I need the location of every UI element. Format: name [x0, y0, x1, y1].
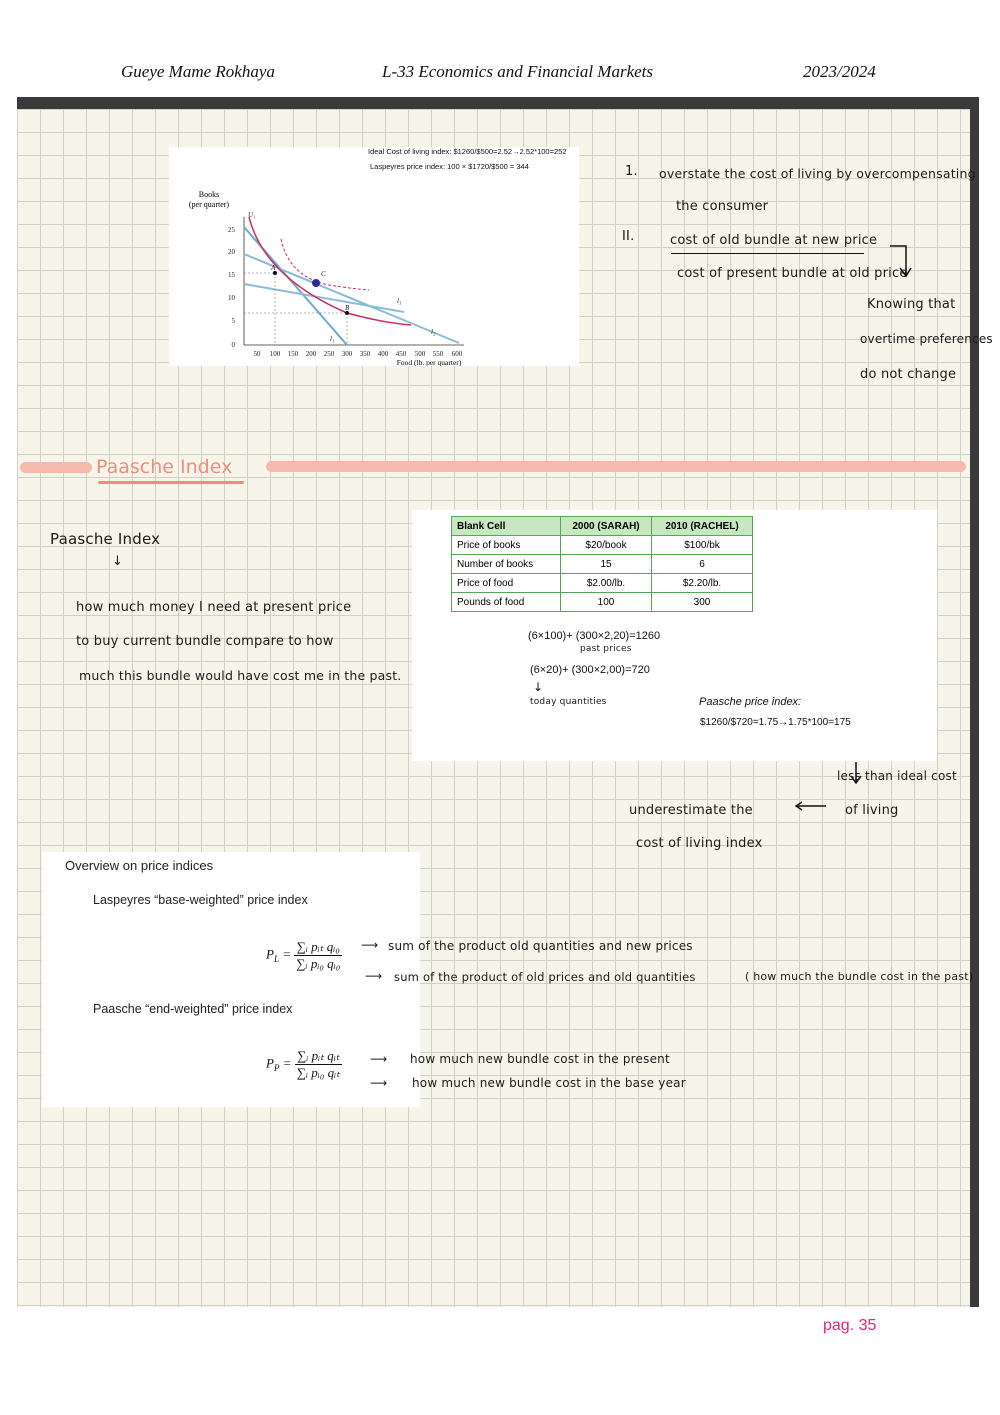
pl-note-denominator: sum of the product of old prices and old quantities [394, 970, 696, 984]
header-author: Gueye Mame Rokhaya [121, 62, 275, 81]
section-band-left [20, 462, 92, 473]
right-dark-bar [970, 97, 979, 1307]
left-arrow-icon [794, 800, 828, 812]
ytick: 5 [231, 317, 235, 325]
note-today-quantities: today quantities [530, 697, 607, 707]
note-overtime-preferences: overtime preferences [860, 332, 993, 346]
formula-sub: L [273, 954, 279, 965]
xtick: 100 [269, 350, 281, 358]
paasche-index-value: $1260/$720=1.75→1.75*100=175 [700, 717, 851, 728]
table-header: 2010 (RACHEL) [652, 517, 753, 536]
table-cell: $100/bk [652, 536, 753, 555]
table-cell: Price of books [452, 536, 561, 555]
indifference-graph [169, 147, 579, 366]
ytick: 20 [228, 248, 235, 256]
right-arrow-icon: ⟶ [365, 969, 383, 983]
table-cell: Pounds of food [452, 593, 561, 612]
label-l1: l₁ [330, 335, 335, 343]
price-table [451, 516, 753, 612]
table-cell: 100 [561, 593, 652, 612]
paasche-note-arrow: ↓ [112, 554, 124, 569]
section-title: Paasche Index [96, 456, 233, 478]
note-cost-of-living-index: cost of living index [636, 836, 763, 851]
formula-sub: P [273, 1063, 280, 1074]
calc-line-1: (6×100)+ (300×2,20)=1260 [528, 630, 661, 642]
note-num-1: 1. [625, 164, 638, 179]
section-band-right [266, 461, 966, 472]
table-header: Blank Cell [452, 517, 561, 536]
paasche-index-label: Paasche price index: [699, 696, 802, 708]
ytick: 10 [228, 294, 235, 302]
note-of-living: of living [845, 803, 899, 818]
table-cell: 6 [652, 555, 753, 574]
label-a: A [271, 264, 276, 272]
graph-ylabel-sub: (per quarter) [188, 200, 230, 209]
paasche-note-line2: to buy current bundle compare to how [76, 634, 334, 649]
calc-line-2: (6×20)+ (300×2,00)=720 [530, 664, 650, 676]
table-cell: 300 [652, 593, 753, 612]
graph-xlabel: Food (lb. per quarter) [396, 358, 462, 366]
table-cell: $2.00/lb. [561, 574, 652, 593]
header-year: 2023/2024 [803, 62, 876, 81]
formula-lhs: P [266, 1055, 274, 1071]
table-cell: $2.20/lb. [652, 574, 753, 593]
top-dark-bar [17, 97, 979, 109]
xtick: 400 [377, 350, 389, 358]
budget-line-l3 [244, 284, 404, 312]
pl-note-past: ( how much the bundle cost in the past) [745, 970, 974, 983]
pp-note-numerator: how much new bundle cost in the present [410, 1052, 670, 1066]
table-header-row [452, 517, 753, 536]
down-arrow-icon [888, 243, 912, 281]
formula-fraction [294, 939, 342, 972]
note-fraction-denominator: cost of present bundle at old price [677, 266, 908, 281]
table-header: 2000 (SARAH) [561, 517, 652, 536]
table-cell: Number of books [452, 555, 561, 574]
xtick: 150 [287, 350, 299, 358]
ideal-index-line: Ideal Cost of living index: $1260/$500=2.52→2.52*100=252 [368, 147, 567, 156]
overview-card [42, 852, 420, 1107]
note-do-not-change: do not change [860, 367, 957, 382]
label-l3: l₃ [397, 297, 402, 305]
formula-numerator: ∑ᵢ pᵢₜ qᵢ₀ [294, 939, 342, 956]
point-c [312, 279, 320, 287]
table-row [452, 555, 753, 574]
laspeyres-formula: $P_L$ = $\frac{\text{∑ᵢ pᵢₜ qᵢ₀}}{\text{∑ᵢ pᵢ₀ qᵢ₀}}$ [266, 939, 341, 971]
ytick: 15 [228, 271, 235, 279]
formula-denominator: ∑ᵢ pᵢ₀ qᵢ₀ [296, 956, 341, 971]
table-cell: 15 [561, 555, 652, 574]
ytick: 0 [231, 341, 235, 349]
formula-numerator: ∑ᵢ pᵢₜ qᵢₜ [295, 1048, 342, 1065]
note-knowing-that: Knowing that [867, 297, 956, 312]
note-less-than-ideal: less than ideal cost [837, 769, 957, 783]
table-row [452, 574, 753, 593]
xtick: 600 [451, 350, 463, 358]
note-underestimate: underestimate the [629, 803, 753, 818]
laspeyres-label: Laspeyres “base-weighted” price index [93, 893, 308, 907]
xtick: 350 [359, 350, 371, 358]
pp-note-denominator: how much new bundle cost in the base year [412, 1076, 686, 1090]
paasche-note-line3: much this bundle would have cost me in the past. [79, 668, 402, 683]
fraction-line [671, 253, 864, 254]
formula-fraction [295, 1048, 342, 1081]
label-u1: U₁ [248, 211, 256, 219]
xtick: 550 [432, 350, 444, 358]
label-l2: l₂ [431, 328, 436, 336]
formula-denominator: ∑ᵢ pᵢ₀ qᵢₜ [296, 1065, 341, 1080]
table-cell: Price of food [452, 574, 561, 593]
down-arrow-icon: ↓ [533, 680, 544, 694]
xtick: 250 [323, 350, 335, 358]
right-arrow-icon: ⟶ [361, 938, 379, 952]
right-arrow-icon: ⟶ [370, 1052, 388, 1066]
table-cell: $20/book [561, 536, 652, 555]
paasche-label: Paasche “end-weighted” price index [93, 1002, 293, 1016]
overview-title: Overview on price indices [65, 858, 214, 873]
note-overstate: overstate the cost of living by overcompensating [659, 166, 976, 181]
note-fraction-numerator: cost of old bundle at new price [670, 233, 878, 248]
table-row [452, 536, 753, 555]
ytick: 25 [228, 226, 235, 234]
page-number: pag. 35 [823, 1317, 877, 1334]
label-c: C [321, 270, 326, 278]
laspeyres-index-line: Laspeyres price index: 100 × $1720/$500 = 344 [370, 162, 529, 171]
xtick: 450 [395, 350, 407, 358]
indifference-graph-card [169, 147, 579, 366]
paasche-note-line1: how much money I need at present price [76, 600, 352, 615]
paasche-note-title: Paasche Index [50, 530, 161, 548]
note-num-2: II. [622, 229, 635, 244]
budget-line-l2 [244, 254, 459, 343]
pl-note-numerator: sum of the product old quantities and new prices [388, 939, 693, 953]
section-title-underline [98, 481, 244, 484]
right-arrow-icon: ⟶ [370, 1076, 388, 1090]
paasche-formula: $P_P$ = $\frac{\text{∑ᵢ pᵢₜ qᵢₜ}}{\text{∑ᵢ pᵢ₀ qᵢₜ}}$ [266, 1048, 341, 1080]
graph-ylabel: Books [198, 190, 220, 199]
xtick: 200 [305, 350, 317, 358]
xtick: 300 [341, 350, 353, 358]
xtick: 50 [253, 350, 261, 358]
table-row [452, 593, 753, 612]
xtick: 500 [414, 350, 426, 358]
header-course: L-33 Economics and Financial Markets [382, 62, 654, 81]
note-past-prices: past prices [580, 644, 632, 654]
note-consumer: the consumer [676, 199, 769, 214]
label-b: B [345, 304, 350, 312]
formula-lhs: P [266, 946, 274, 962]
